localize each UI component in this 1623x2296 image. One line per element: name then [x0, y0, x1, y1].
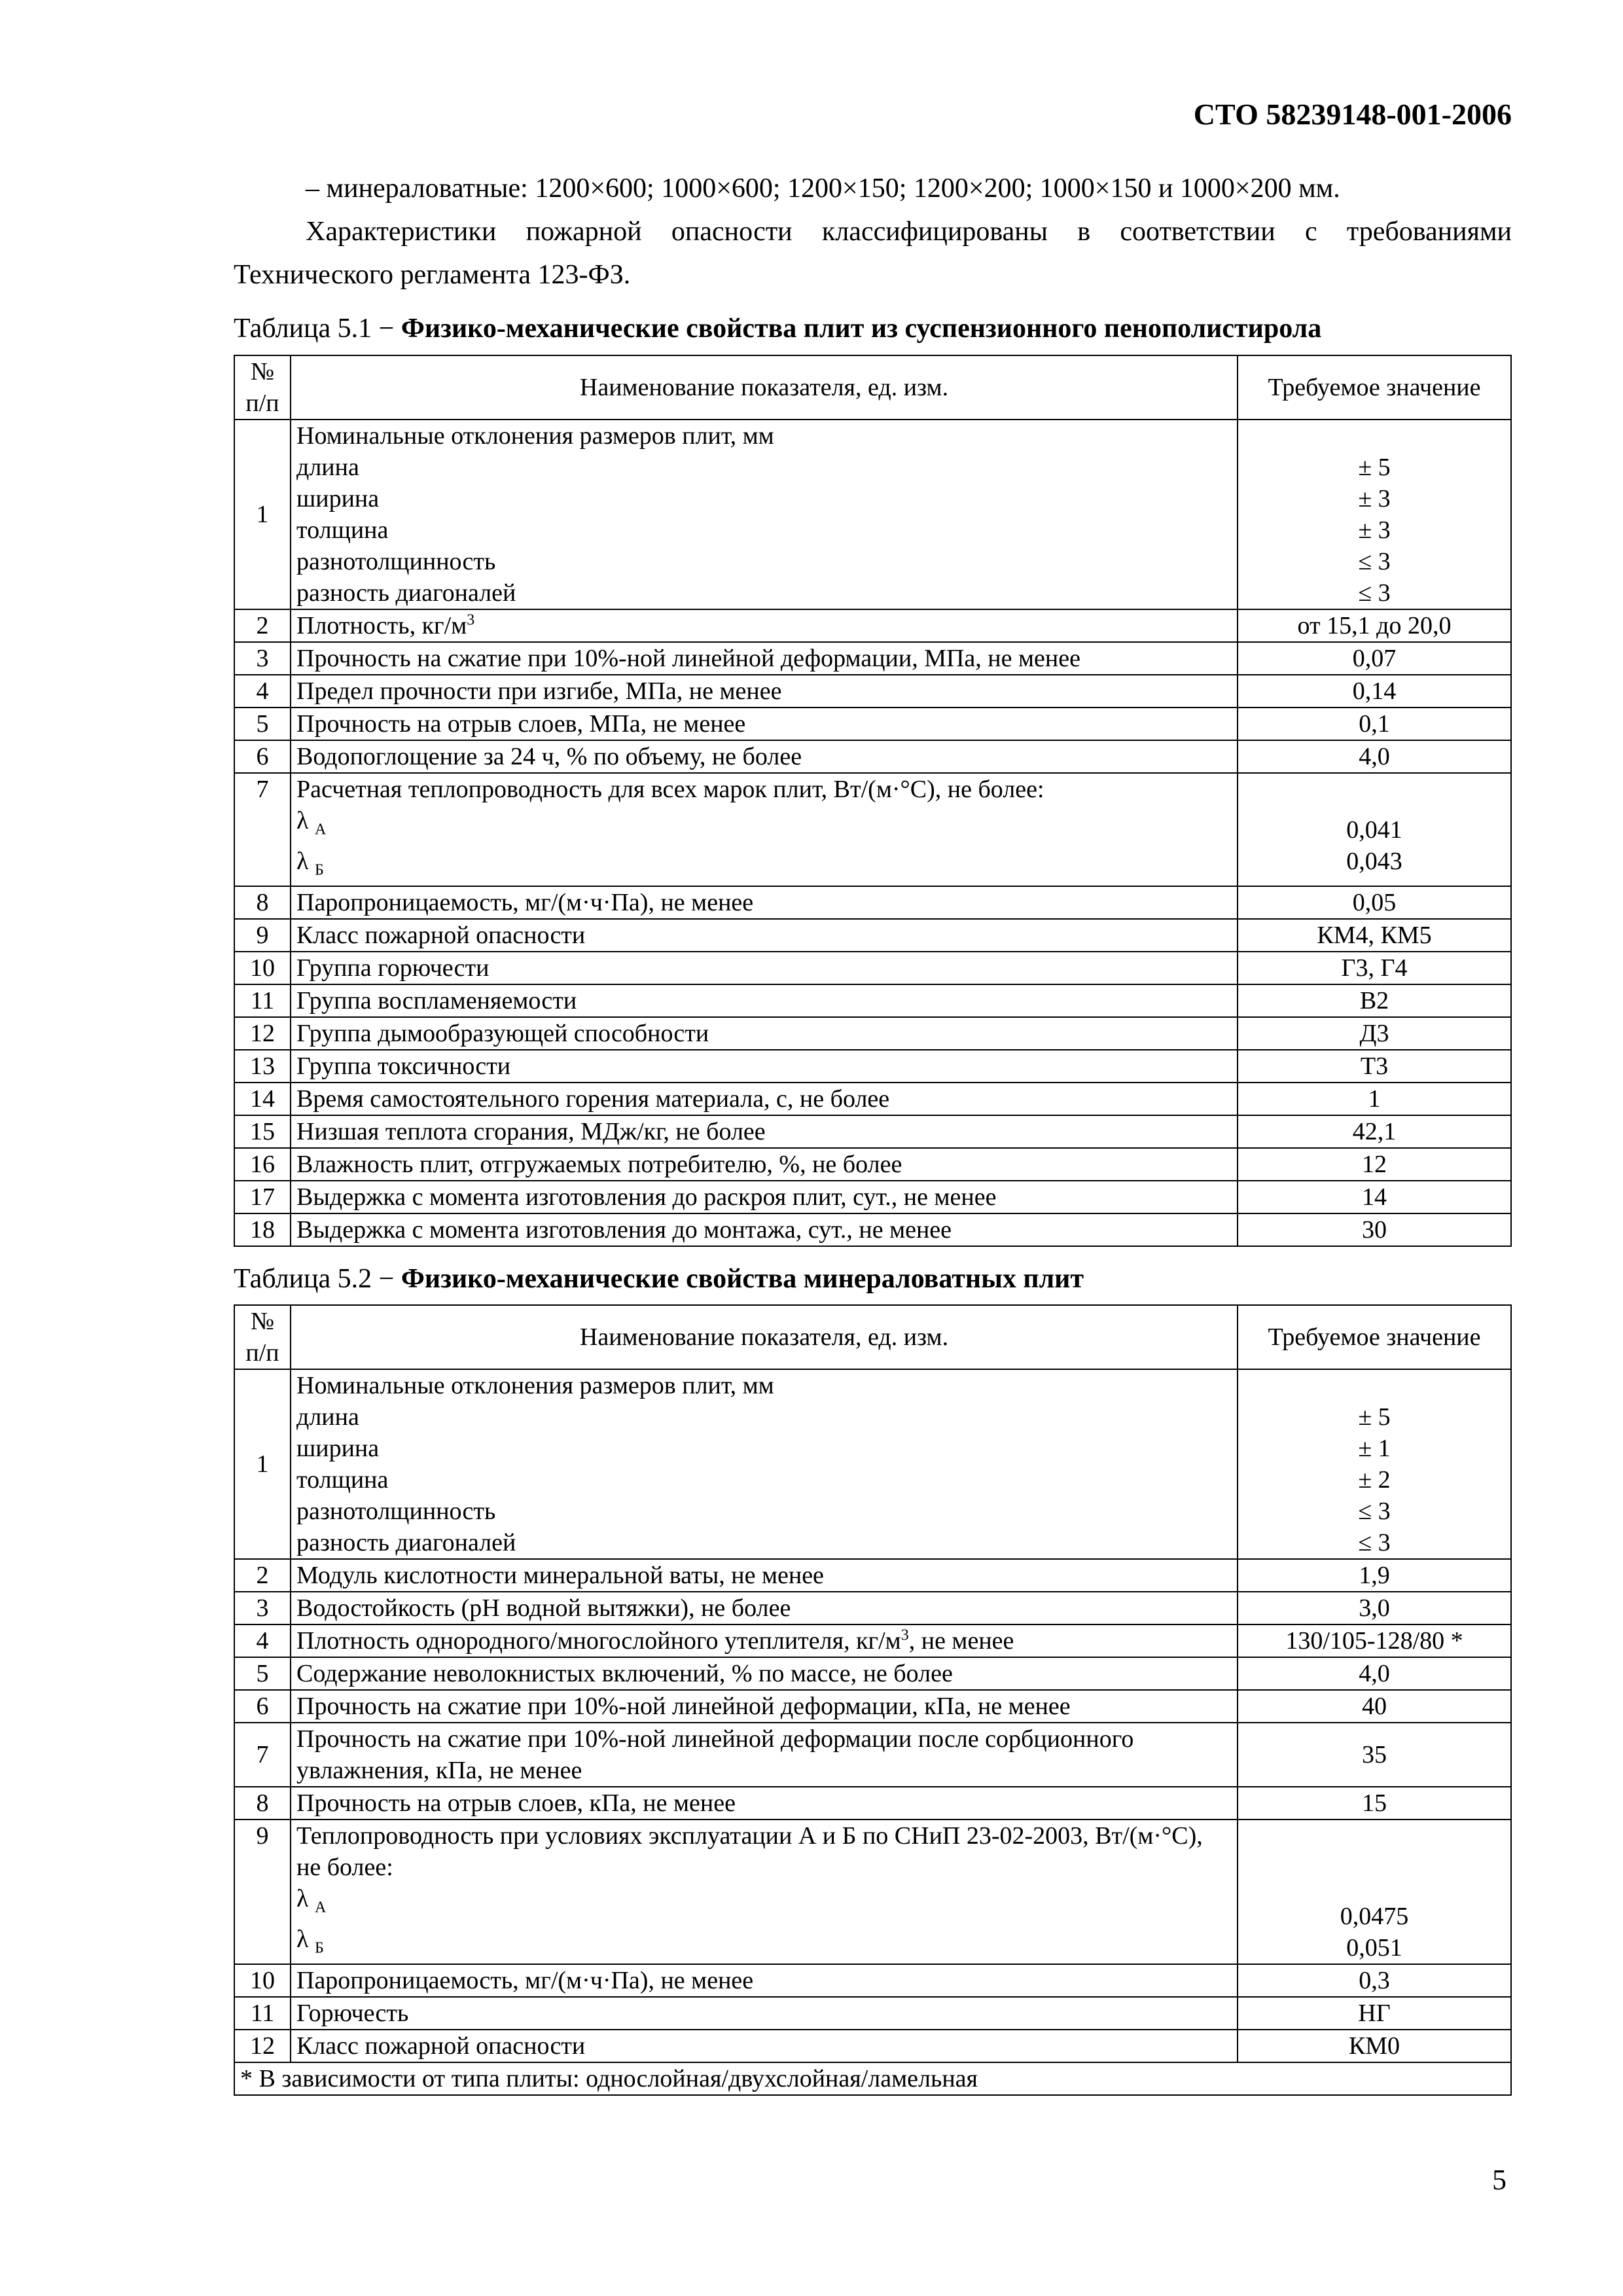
row-value: Т3	[1238, 1050, 1511, 1083]
row-name-line: Номинальные отклонения размеров плит, мм	[296, 422, 774, 450]
table-row	[234, 886, 1511, 919]
row-value: 35	[1238, 1723, 1511, 1787]
row-value: В2	[1238, 984, 1511, 1017]
row-name-line: длина	[296, 1403, 359, 1431]
row-value-line: 0,041	[1346, 816, 1402, 844]
row-number: 7	[234, 773, 291, 886]
row-value-line: ± 3	[1358, 516, 1391, 544]
row-number: 14	[234, 1083, 291, 1115]
row-name: Предел прочности при изгибе, МПа, не менее	[291, 675, 1238, 708]
table-title-prefix: Таблица 5.1 −	[234, 314, 401, 344]
column-header-name: Наименование показателя, ед. изм.	[291, 1305, 1238, 1369]
table-5-1-title	[234, 313, 1321, 344]
table-row	[234, 1787, 1511, 1820]
row-name: Влажность плит, отгружаемых потребителю, %, не более	[291, 1148, 1238, 1181]
row-name: Прочность на сжатие при 10%-ной линейной деформации, МПа, не менее	[291, 642, 1238, 675]
row-name: Водостойкость (рН водной вытяжки), не более	[291, 1592, 1238, 1624]
row-name: Модуль кислотности минеральной ваты, не менее	[291, 1559, 1238, 1592]
table-row	[234, 1148, 1511, 1181]
row-number: 5	[234, 1657, 291, 1690]
row-number: 12	[234, 1017, 291, 1050]
row-name-text: , не менее	[908, 1627, 1014, 1655]
table-title-prefix: Таблица 5.2 −	[234, 1264, 401, 1294]
row-value-line: ± 3	[1358, 485, 1391, 512]
row-number: 6	[234, 740, 291, 773]
table-5-1	[234, 355, 1512, 1247]
table-row	[234, 2030, 1511, 2062]
row-name: Выдержка с момента изготовления до раскроя плит, сут., не менее	[291, 1181, 1238, 1213]
row-value-line: ± 1	[1358, 1435, 1391, 1462]
row-name: Водопоглощение за 24 ч, % по объему, не более	[291, 740, 1238, 773]
row-value-line: 0,051	[1346, 1934, 1402, 1962]
row-name-line: толщина	[296, 1466, 389, 1494]
lambda-a-label: λ $_А$	[296, 807, 327, 838]
row-value	[1238, 773, 1511, 886]
superscript: 3	[901, 1626, 909, 1644]
row-name: Класс пожарной опасности	[291, 919, 1238, 952]
row-name: Выдержка с момента изготовления до монтажа, сут., не менее	[291, 1213, 1238, 1246]
table-footnote: * В зависимости от типа плиты: однослойная/двухслойная/ламельная	[234, 2062, 1511, 2095]
row-value: НГ	[1238, 1997, 1511, 2030]
table-title-text: Физико-механические свойства плит из суспензионного пенополистирола	[401, 314, 1322, 344]
row-value: 0,07	[1238, 642, 1511, 675]
lambda-a-label: λ $_А$	[296, 1885, 327, 1916]
column-header-value: Требуемое значение	[1238, 355, 1511, 420]
row-number: 8	[234, 886, 291, 919]
superscript: 3	[467, 611, 475, 629]
table-row	[234, 1997, 1511, 2030]
row-value: 4,0	[1238, 740, 1511, 773]
row-number: 10	[234, 1964, 291, 1997]
row-name: Группа токсичности	[291, 1050, 1238, 1083]
table-row	[234, 1017, 1511, 1050]
row-value: 12	[1238, 1148, 1511, 1181]
row-value	[1238, 420, 1511, 609]
row-value: от 15,1 до 20,0	[1238, 609, 1511, 642]
row-value: 14	[1238, 1181, 1511, 1213]
row-number: 1	[234, 1369, 291, 1559]
row-name: Прочность на сжатие при 10%-ной линейной деформации, кПа, не менее	[291, 1690, 1238, 1723]
table-row	[234, 740, 1511, 773]
footnote-row	[234, 2062, 1511, 2095]
table-row	[234, 1559, 1511, 1592]
row-name	[291, 773, 1238, 886]
table-row	[234, 1690, 1511, 1723]
row-name: Прочность на отрыв слоев, МПа, не менее	[291, 708, 1238, 740]
row-name	[291, 1820, 1238, 1964]
row-name: Время самостоятельного горения материала, с, не более	[291, 1083, 1238, 1115]
row-name: Класс пожарной опасности	[291, 2030, 1238, 2062]
document-code: СТО 58239148-001-2006	[1193, 98, 1512, 131]
row-number: 3	[234, 642, 291, 675]
row-name-text: Плотность однородного/многослойного утеплителя, кг/м	[296, 1627, 901, 1655]
row-name-line: Теплопроводность при условиях эксплуатации А и Б по СНиП 23-02-2003, Вт/(м·°С), не более:	[296, 1822, 1203, 1881]
table-row	[234, 1050, 1511, 1083]
row-name: Прочность на сжатие при 10%-ной линейной деформации после сорбционного увлажнения, кПа, не менее	[291, 1723, 1238, 1787]
row-number: 17	[234, 1181, 291, 1213]
row-value: 0,3	[1238, 1964, 1511, 1997]
row-name: Группа дымообразующей способности	[291, 1017, 1238, 1050]
row-number: 8	[234, 1787, 291, 1820]
row-name-line: толщина	[296, 516, 389, 544]
row-value-line: 0,0475	[1340, 1903, 1409, 1931]
table-row	[234, 1115, 1511, 1148]
row-name	[291, 420, 1238, 609]
row-number: 2	[234, 609, 291, 642]
row-value: 40	[1238, 1690, 1511, 1723]
row-value: 15	[1238, 1787, 1511, 1820]
row-number: 7	[234, 1723, 291, 1787]
row-value-line: ≤ 3	[1358, 579, 1391, 607]
row-value-line: ± 5	[1358, 1403, 1391, 1431]
row-name-line: разнотолщинность	[296, 1498, 496, 1525]
row-name-line: ширина	[296, 1435, 380, 1462]
table-row	[234, 675, 1511, 708]
row-name	[291, 1369, 1238, 1559]
row-number: 4	[234, 675, 291, 708]
table-row	[234, 1624, 1511, 1657]
table-title-text: Физико-механические свойства минераловатных плит	[401, 1264, 1084, 1294]
row-number: 11	[234, 1997, 291, 2030]
row-value: КМ0	[1238, 2030, 1511, 2062]
table-row	[234, 642, 1511, 675]
table-row	[234, 1083, 1511, 1115]
row-value: 0,14	[1238, 675, 1511, 708]
row-number: 5	[234, 708, 291, 740]
row-value-line: ≤ 3	[1358, 1529, 1391, 1556]
row-name: Паропроницаемость, мг/(м·ч·Па), не менее	[291, 886, 1238, 919]
row-value: 30	[1238, 1213, 1511, 1246]
row-name: Содержание неволокнистых включений, % по массе, не более	[291, 1657, 1238, 1690]
row-value-line: 0,043	[1346, 847, 1402, 875]
row-number: 10	[234, 952, 291, 984]
row-number: 1	[234, 420, 291, 609]
row-name: Горючесть	[291, 1997, 1238, 2030]
row-number: 18	[234, 1213, 291, 1246]
row-name-line: ширина	[296, 485, 380, 512]
row-name: Прочность на отрыв слоев, кПа, не менее	[291, 1787, 1238, 1820]
table-row	[234, 609, 1511, 642]
row-value	[1238, 1820, 1511, 1964]
row-value-line: ± 5	[1358, 454, 1391, 481]
row-value: 3,0	[1238, 1592, 1511, 1624]
table-row	[234, 420, 1511, 609]
row-name: Группа горючести	[291, 952, 1238, 984]
row-value: 42,1	[1238, 1115, 1511, 1148]
row-number: 15	[234, 1115, 291, 1148]
row-name-line: разнотолщинность	[296, 548, 496, 575]
row-number: 3	[234, 1592, 291, 1624]
table-row	[234, 708, 1511, 740]
row-number: 16	[234, 1148, 291, 1181]
row-name-line: разность диагоналей	[296, 1529, 516, 1556]
row-value: 0,05	[1238, 886, 1511, 919]
row-name-line: Расчетная теплопроводность для всех марок плит, Вт/(м·°С), не более:	[296, 776, 1044, 803]
row-value: 1,9	[1238, 1559, 1511, 1592]
table-row	[234, 1181, 1511, 1213]
table-row	[234, 919, 1511, 952]
row-name-text: Плотность, кг/м	[296, 612, 467, 639]
table-row	[234, 1964, 1511, 1997]
row-name: Низшая теплота сгорания, МДж/кг, не более	[291, 1115, 1238, 1148]
table-row	[234, 1723, 1511, 1787]
row-number: 13	[234, 1050, 291, 1083]
table-row	[234, 1657, 1511, 1690]
row-name: Группа воспламеняемости	[291, 984, 1238, 1017]
row-name	[291, 609, 1238, 642]
table-row	[234, 1592, 1511, 1624]
mineral-sizes-paragraph: – минераловатные: 1200×600; 1000×600; 1200×150; 1200×200; 1000×150 и 1000×200 мм.	[306, 173, 1340, 204]
row-name	[291, 1624, 1238, 1657]
row-value-line: ≤ 3	[1358, 1498, 1391, 1525]
column-header-value: Требуемое значение	[1238, 1305, 1511, 1369]
row-name-line: длина	[296, 454, 359, 481]
column-header-name: Наименование показателя, ед. изм.	[291, 355, 1238, 420]
row-value-line: ≤ 3	[1358, 548, 1391, 575]
row-name-line: Номинальные отклонения размеров плит, мм	[296, 1372, 774, 1399]
table-header-row	[234, 355, 1511, 420]
table-row	[234, 1213, 1511, 1246]
fire-hazard-paragraph: Характеристики пожарной опасности классифицированы в соответствии с требованиями Технического регламента 123-ФЗ.	[234, 217, 1512, 290]
row-number: 12	[234, 2030, 291, 2062]
row-number: 9	[234, 1820, 291, 1964]
row-value: 1	[1238, 1083, 1511, 1115]
row-number: 4	[234, 1624, 291, 1657]
table-row	[234, 952, 1511, 984]
row-value: 130/105-128/80 *	[1238, 1624, 1511, 1657]
column-header-number: № п/п	[234, 1305, 291, 1369]
row-value: Д3	[1238, 1017, 1511, 1050]
row-number: 6	[234, 1690, 291, 1723]
row-name-line: разность диагоналей	[296, 579, 516, 607]
row-value: КМ4, КМ5	[1238, 919, 1511, 952]
table-row	[234, 1369, 1511, 1559]
table-row	[234, 1820, 1511, 1964]
lambda-b-label: λ $_Б$	[296, 847, 324, 879]
table-row	[234, 984, 1511, 1017]
row-value: Г3, Г4	[1238, 952, 1511, 984]
page-number: 5	[1492, 2164, 1507, 2196]
row-value	[1238, 1369, 1511, 1559]
row-number: 2	[234, 1559, 291, 1592]
row-number: 11	[234, 984, 291, 1017]
column-header-number: № п/п	[234, 355, 291, 420]
row-name: Паропроницаемость, мг/(м·ч·Па), не менее	[291, 1964, 1238, 1997]
table-row	[234, 773, 1511, 886]
lambda-b-label: λ $_Б$	[296, 1925, 324, 1957]
table-5-2	[234, 1304, 1512, 2096]
row-value: 4,0	[1238, 1657, 1511, 1690]
row-number: 9	[234, 919, 291, 952]
table-header-row	[234, 1305, 1511, 1369]
row-value-line: ± 2	[1358, 1466, 1391, 1494]
row-value: 0,1	[1238, 708, 1511, 740]
table-5-2-title	[234, 1263, 1084, 1295]
